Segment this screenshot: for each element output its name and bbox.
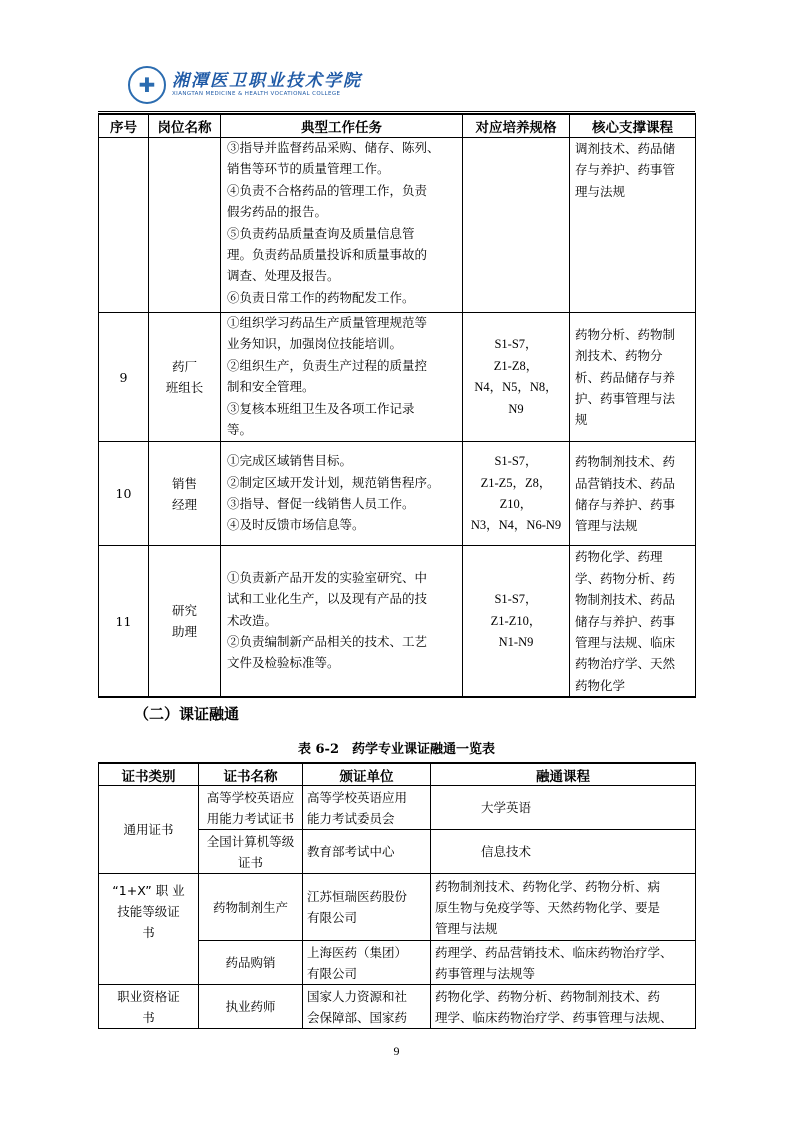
table-row xyxy=(99,138,696,313)
post-name xyxy=(149,442,221,546)
school-emblem-icon: ✚ xyxy=(128,66,166,104)
header-no: 序号 xyxy=(99,114,149,138)
table-header-row xyxy=(99,763,696,786)
spec-line: N3，N4，N6-N9 xyxy=(470,518,562,533)
cert-issuer xyxy=(303,985,431,1029)
course-cell xyxy=(570,313,696,442)
name-line: 全国计算机等级 xyxy=(206,833,295,849)
cert-name xyxy=(199,941,303,985)
category-line: 技能等级证 xyxy=(117,904,180,919)
task-line: 等。 xyxy=(227,423,253,438)
post-line: 经理 xyxy=(171,496,197,512)
spec-cell xyxy=(463,313,570,442)
course-line: 原生物与免疫学等、天然药物化学、要是 xyxy=(435,899,661,915)
header-spec: 对应培养规格 xyxy=(463,114,570,138)
post-name xyxy=(149,138,221,313)
course-line: 析、药品储存与养 xyxy=(575,369,676,385)
post-line: 班组长 xyxy=(165,380,204,396)
course-line: 大学英语 xyxy=(481,800,532,815)
cert-category xyxy=(99,874,199,985)
row-number: 11 xyxy=(99,546,149,697)
category-line: 书 xyxy=(142,925,155,940)
header-cert-name: 证书名称 xyxy=(199,763,303,786)
school-english-name: XIANGTAN MEDICINE & HEALTH VOCATIONAL COLLEGE xyxy=(172,91,341,97)
course-cell xyxy=(570,138,696,313)
spec-line: S1-S7， xyxy=(494,337,538,352)
task-line: 术改造。 xyxy=(227,613,278,628)
course-line: 药物制剂技术、药 xyxy=(575,454,676,470)
task-line: ④及时反馈市场信息等。 xyxy=(227,518,365,533)
name-line: 执业药师 xyxy=(225,999,276,1014)
cert-category xyxy=(99,786,199,874)
course-line: 理学、临床药物治疗学、药事管理与法规、 xyxy=(435,1009,673,1025)
name-line: 用能力考试证书 xyxy=(206,810,295,826)
course-line: 管理与法规 xyxy=(575,518,638,534)
cert-issuer xyxy=(303,941,431,985)
cert-courses xyxy=(431,985,696,1029)
course-line: 药物化学、药物分析、药物制剂技术、药 xyxy=(435,988,661,1004)
task-line: 制和安全管理。 xyxy=(227,380,315,395)
table-row xyxy=(99,442,696,546)
course-line: 品营销技术、药品 xyxy=(575,475,676,491)
post-name xyxy=(149,313,221,442)
cert-courses xyxy=(431,941,696,985)
task-line: ②组织生产，负责生产过程的质量控 xyxy=(227,358,428,373)
post-task-table xyxy=(98,113,696,698)
post-line: 药厂 xyxy=(171,358,197,374)
spec-line: S1-S7， xyxy=(494,454,538,469)
task-line: ③指导并监督药品采购、储存、陈列、 xyxy=(227,141,440,155)
course-line: 剂技术、药物分 xyxy=(575,348,663,364)
task-line: ②负责编制新产品相关的技术、工艺 xyxy=(227,635,428,650)
cert-category xyxy=(99,985,199,1029)
cert-issuer xyxy=(303,830,431,874)
row-number xyxy=(99,138,149,313)
section-title: （二）课证融通 xyxy=(134,705,240,723)
spec-line: Z1-Z8， xyxy=(493,358,539,373)
row-number: 9 xyxy=(99,313,149,442)
name-line: 药品购销 xyxy=(225,955,276,970)
task-line: ⑤负责药品质量查询及质量信息管 xyxy=(227,226,415,241)
certificate-table xyxy=(98,762,696,1029)
task-line: 文件及检验标准等。 xyxy=(227,656,340,671)
table-row xyxy=(99,786,696,830)
post-line: 研究 xyxy=(171,602,197,618)
school-title xyxy=(172,72,362,98)
table-row xyxy=(99,985,696,1029)
course-line: 规 xyxy=(575,412,588,428)
page-number: 9 xyxy=(393,1044,400,1058)
post-line: 销售 xyxy=(171,475,197,491)
table-caption: 表 6-2 药学专业课证融通一览表 xyxy=(297,742,495,757)
spec-cell xyxy=(463,546,570,697)
course-line: 存与养护、药事管 xyxy=(575,162,676,178)
task-line: ①组织学习药品生产质量管理规范等 xyxy=(227,316,428,330)
cert-courses xyxy=(431,786,696,830)
row-number: 10 xyxy=(99,442,149,546)
task-line: ③复核本班组卫生及各项工作记录 xyxy=(227,401,415,416)
cert-name xyxy=(199,830,303,874)
task-cell xyxy=(221,313,463,442)
task-line: 理。负责药品质量投诉和质量事故的 xyxy=(227,248,428,263)
spec-cell xyxy=(463,138,570,313)
issuer-line: 会保障部、国家药 xyxy=(307,1009,408,1025)
course-line: 管理与法规、临床 xyxy=(575,635,676,651)
task-line: 销售等环节的质量管理工作。 xyxy=(227,162,390,177)
header-category: 证书类别 xyxy=(99,763,199,786)
task-line: ④负责不合格药品的管理工作，负责 xyxy=(227,183,428,198)
header-divider xyxy=(98,111,695,112)
header-post: 岗位名称 xyxy=(149,114,221,138)
course-line: 药物化学 xyxy=(575,677,626,693)
task-cell xyxy=(221,138,463,313)
spec-line: N1-N9 xyxy=(498,635,534,650)
course-line: 药理学、药品营销技术、临床药物治疗学、 xyxy=(435,944,673,960)
course-line: 信息技术 xyxy=(481,844,532,859)
category-line: “1+X” 职 业 xyxy=(112,883,185,898)
cert-issuer xyxy=(303,786,431,830)
course-line: 药物治疗学、天然 xyxy=(575,656,676,672)
task-line: ⑥负责日常工作的药物配发工作。 xyxy=(227,290,415,305)
course-line: 药物分析、药物制 xyxy=(575,326,676,342)
cert-name xyxy=(199,786,303,830)
header-courses: 核心支撑课程 xyxy=(570,114,696,138)
cert-courses xyxy=(431,874,696,941)
post-name xyxy=(149,546,221,697)
task-cell xyxy=(221,546,463,697)
category-line: 书 xyxy=(142,1009,155,1025)
header-issuer: 颁证单位 xyxy=(303,763,431,786)
task-line: 试和工业化生产，以及现有产品的技 xyxy=(227,592,428,607)
issuer-line: 江苏恒瑞医药股份 xyxy=(307,889,408,904)
category-line: 通用证书 xyxy=(123,822,174,837)
task-line: ③指导、督促一线销售人员工作。 xyxy=(227,496,415,511)
task-line: 假劣药品的报告。 xyxy=(227,205,328,220)
cert-courses xyxy=(431,830,696,874)
issuer-line: 高等学校英语应用 xyxy=(307,789,408,805)
issuer-line: 能力考试委员会 xyxy=(307,810,395,826)
course-line: 管理与法规 xyxy=(435,920,498,936)
cert-issuer xyxy=(303,874,431,941)
course-line: 药物制剂技术、药物化学、药物分析、病 xyxy=(435,878,661,894)
school-name: 湘潭医卫职业技术学院 xyxy=(172,71,362,91)
table-header-row xyxy=(99,114,696,138)
course-line: 护、药事管理与法 xyxy=(575,390,676,406)
cert-name xyxy=(199,985,303,1029)
issuer-line: 国家人力资源和社 xyxy=(307,988,408,1004)
issuer-line: 教育部考试中心 xyxy=(307,844,395,859)
issuer-line: 有限公司 xyxy=(307,910,358,925)
issuer-line: 上海医药（集团） xyxy=(307,944,408,960)
issuer-line: 有限公司 xyxy=(307,965,358,981)
table-row xyxy=(99,874,696,941)
table-row xyxy=(99,546,696,697)
spec-line: Z1-Z10， xyxy=(490,613,542,628)
course-line: 物制剂技术、药品 xyxy=(575,592,676,608)
page-header xyxy=(128,66,362,104)
spec-cell xyxy=(463,442,570,546)
name-line: 证书 xyxy=(237,854,263,870)
task-line: ①负责新产品开发的实验室研究、中 xyxy=(227,570,428,585)
course-line: 储存与养护、药事 xyxy=(575,496,676,512)
course-line: 学、药物分析、药 xyxy=(575,570,676,586)
course-cell xyxy=(570,546,696,697)
post-line: 助理 xyxy=(171,624,197,640)
spec-line: S1-S7， xyxy=(494,592,538,607)
task-line: 业务知识，加强岗位技能培训。 xyxy=(227,337,403,352)
task-line: ①完成区域销售目标。 xyxy=(227,454,353,469)
course-line: 调剂技术、药品储 xyxy=(575,141,676,156)
header-tasks: 典型工作任务 xyxy=(221,114,463,138)
spec-line: Z1-Z5，Z8， xyxy=(480,475,552,490)
task-cell xyxy=(221,442,463,546)
category-line: 职业资格证 xyxy=(117,988,180,1004)
name-line: 药物制剂生产 xyxy=(212,899,288,915)
table-row xyxy=(99,313,696,442)
cert-name xyxy=(199,874,303,941)
course-line: 药物化学、药理 xyxy=(575,549,663,565)
task-line: 调查、处理及报告。 xyxy=(227,269,340,284)
spec-line: N4，N5，N8， xyxy=(474,380,558,395)
task-line: ②制定区域开发计划，规范销售程序。 xyxy=(227,475,440,490)
course-line: 储存与养护、药事 xyxy=(575,613,676,629)
name-line: 高等学校英语应 xyxy=(206,789,295,805)
course-cell xyxy=(570,442,696,546)
spec-line: N9 xyxy=(508,401,524,416)
course-line: 理与法规 xyxy=(575,183,626,199)
spec-line: Z10， xyxy=(499,496,533,511)
header-courses: 融通课程 xyxy=(431,763,696,786)
course-line: 药事管理与法规等 xyxy=(435,965,536,981)
